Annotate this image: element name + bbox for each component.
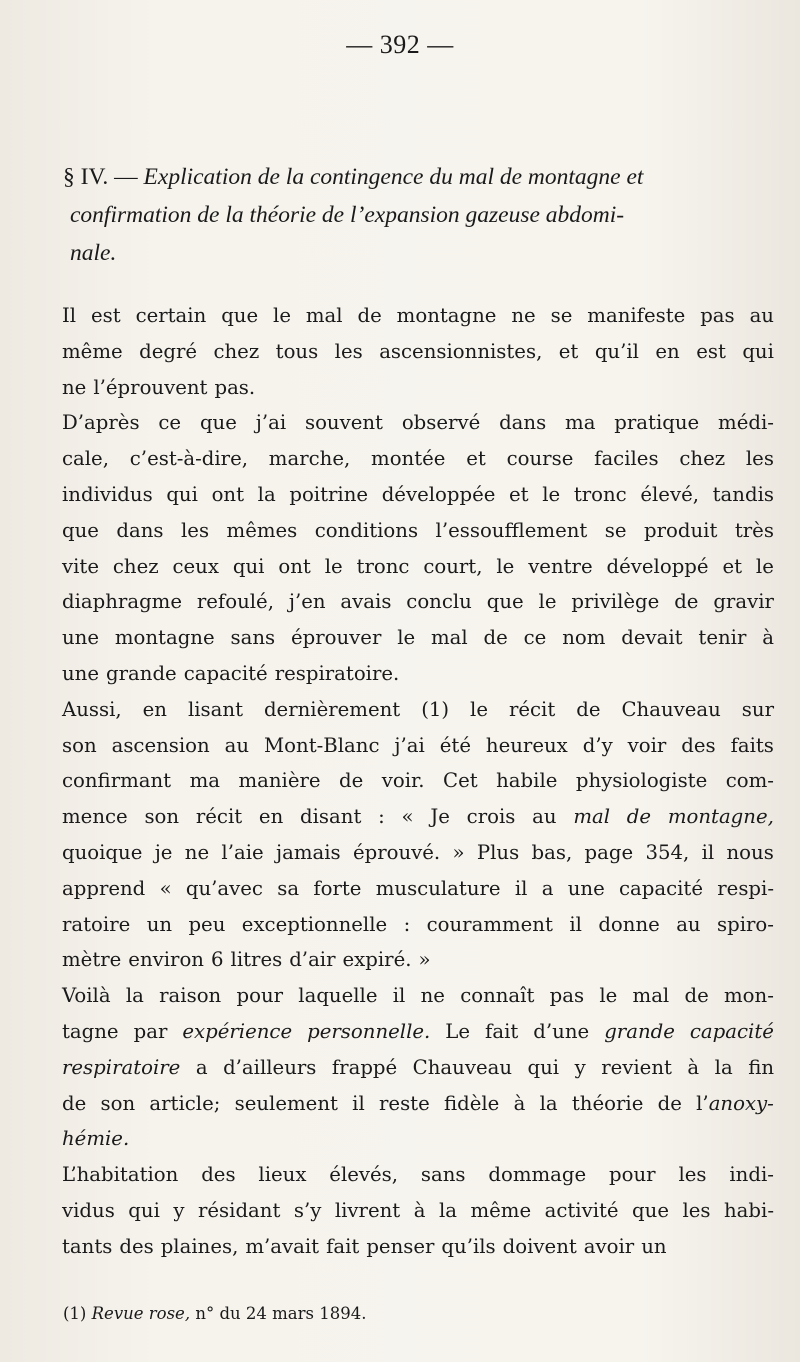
text-line: confirmant ma manière de voir. Cet habile physiologiste com- bbox=[62, 769, 774, 793]
paragraph bbox=[62, 405, 774, 691]
text-line: même degré chez tous les ascensionnistes, et qu’il en est qui bbox=[62, 339, 774, 363]
footnote-marker: (1) bbox=[63, 1304, 87, 1323]
page-number: — 392 — bbox=[346, 30, 454, 59]
section-title-text-2: confirmation de la théorie de l’expansion gazeuse abdomi- bbox=[70, 202, 625, 228]
footnote-source: Revue rose, bbox=[91, 1304, 191, 1323]
section-heading bbox=[63, 158, 763, 272]
text-line: hémie. bbox=[62, 1127, 130, 1151]
text-line: vite chez ceux qui ont le tronc court, le ventre développé et le bbox=[62, 554, 774, 578]
text-line: que dans les mêmes conditions l’essoufflement se produit très bbox=[62, 518, 774, 542]
text-line: cale, c’est-à-dire, marche, montée et course faciles chez les bbox=[62, 447, 774, 471]
text-line: respiratoire a d’ailleurs frappé Chauveau qui y revient à la fin bbox=[62, 1055, 774, 1079]
text-line: Il est certain que le mal de montagne ne se manifeste pas au bbox=[62, 304, 774, 327]
paragraph bbox=[62, 1157, 774, 1264]
text-line: quoique je ne l’aie jamais éprouvé. » Plus bas, page 354, il nous bbox=[62, 840, 774, 864]
text-line: tagne par expérience personnelle. Le fait d’une grande capacité bbox=[62, 1019, 774, 1043]
text-line: ne l’éprouvent pas. bbox=[62, 375, 256, 399]
text-line: mence son récit en disant : « Je crois au mal de montagne, bbox=[62, 805, 774, 829]
text-line: diaphragme refoulé, j’en avais conclu que le privilège de gravir bbox=[62, 590, 774, 614]
text-line: ratoire un peu exceptionnelle : couramment il donne au spiro- bbox=[62, 912, 774, 936]
body-text bbox=[62, 298, 774, 1265]
section-number: § IV. — bbox=[63, 164, 138, 190]
text-line: Aussi, en lisant dernièrement (1) le récit de Chauveau sur bbox=[62, 697, 774, 721]
paragraph bbox=[62, 978, 774, 1157]
text-line: D’après ce que j’ai souvent observé dans ma pratique médi- bbox=[62, 411, 774, 435]
text-line: son ascension au Mont-Blanc j’ai été heureux d’y voir des faits bbox=[62, 733, 774, 757]
text-line: de son article; seulement il reste fidèle à la théorie de l’anoxy- bbox=[62, 1091, 774, 1115]
section-heading-line-1 bbox=[63, 158, 763, 196]
section-title-text-3: nale. bbox=[70, 240, 117, 266]
text-line: mètre environ 6 litres d’air expiré. » bbox=[62, 948, 431, 972]
paragraph bbox=[62, 692, 774, 978]
text-line: vidus qui y résidant s’y livrent à la même activité que les habi- bbox=[62, 1198, 774, 1222]
paragraph bbox=[62, 298, 774, 405]
text-line: une montagne sans éprouver le mal de ce nom devait tenir à bbox=[62, 626, 774, 650]
text-line: tants des plaines, m’avait fait penser qu’ils doivent avoir un bbox=[62, 1234, 667, 1258]
text-line: Voilà la raison pour laquelle il ne connaît pas le mal de mon- bbox=[62, 984, 774, 1008]
text-line: L’habitation des lieux élevés, sans dommage pour les indi- bbox=[62, 1163, 774, 1187]
text-line: individus qui ont la poitrine développée et le tronc élevé, tandis bbox=[62, 482, 774, 506]
section-title-text-1: Explication de la contingence du mal de montagne et bbox=[143, 164, 644, 190]
footnote bbox=[63, 1304, 366, 1323]
footnote-details: n° du 24 mars 1894. bbox=[195, 1304, 367, 1323]
text-line: une grande capacité respiratoire. bbox=[62, 661, 400, 685]
text-line: apprend « qu’avec sa forte musculature il a une capacité respi- bbox=[62, 876, 774, 900]
